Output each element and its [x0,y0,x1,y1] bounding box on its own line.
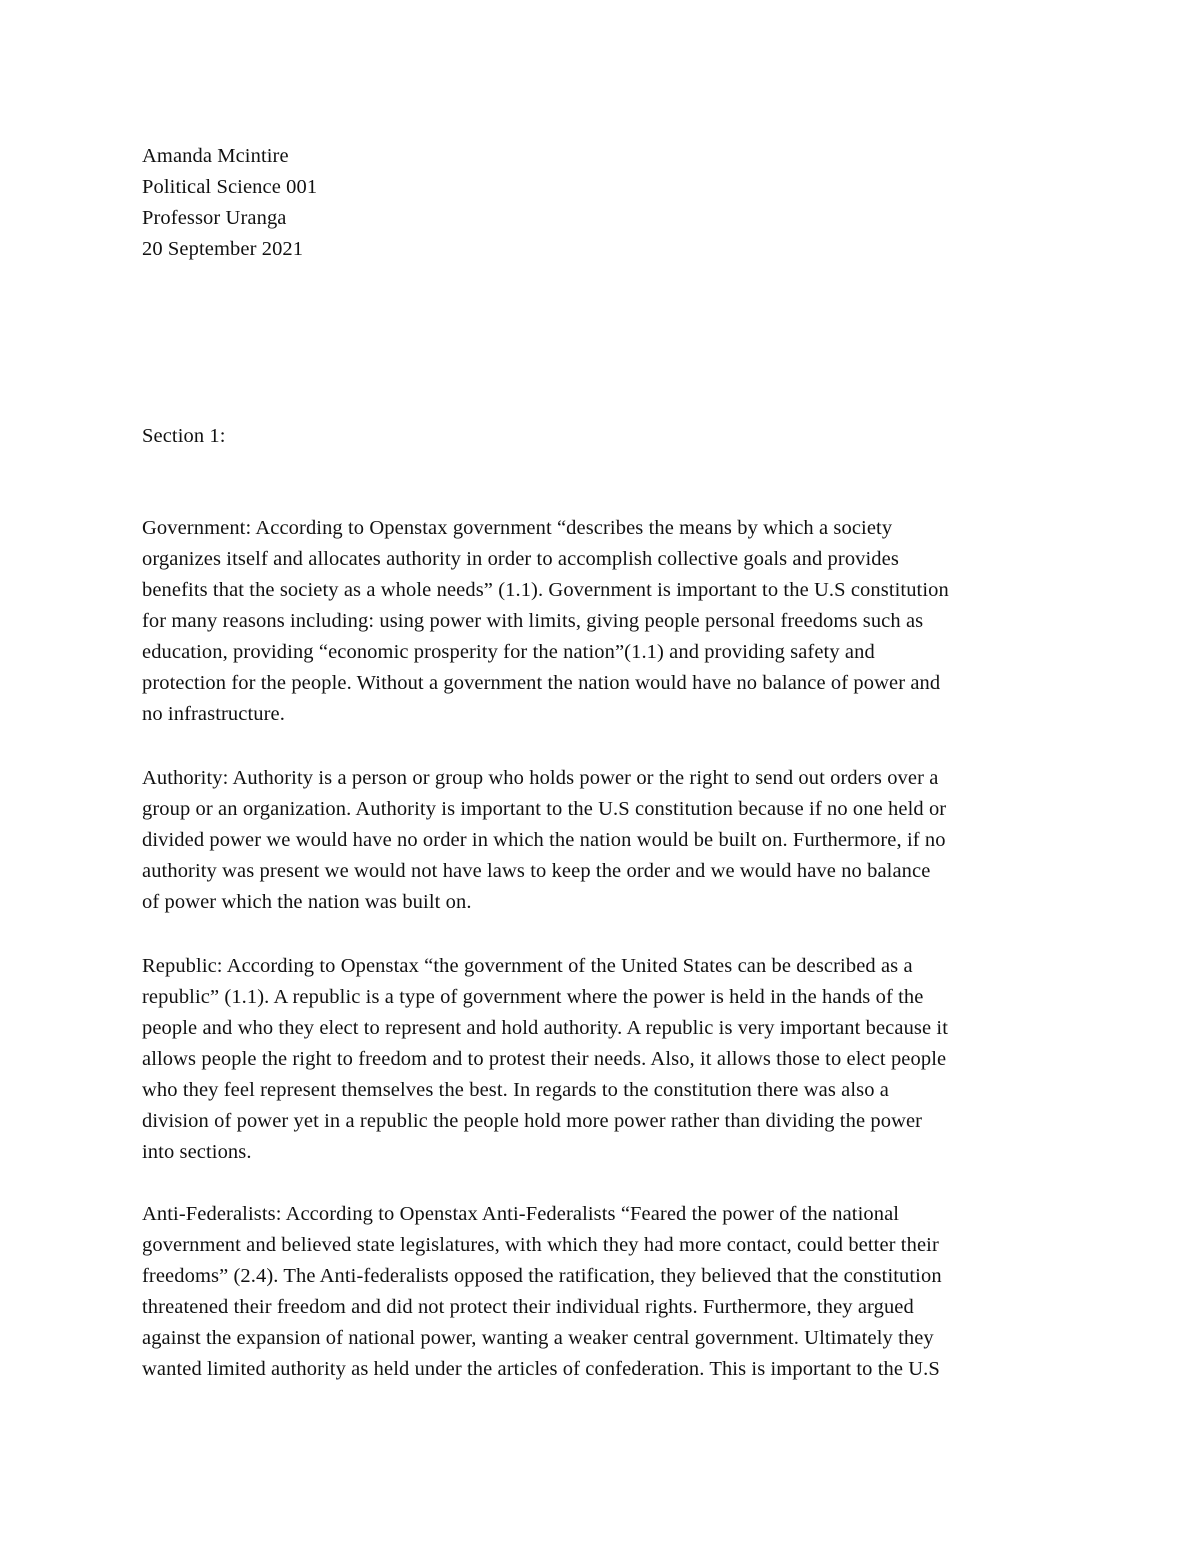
paragraph-line: government and believed state legislatures, with which they had more contact, could better their [142,1234,939,1256]
paragraph-line: Republic: According to Openstax “the government of the United States can be described as a [142,955,913,977]
section-title: Section 1: [142,425,226,447]
professor-name: Professor Uranga [142,207,287,229]
paragraph-anti-federalists [142,1199,1072,1385]
section-heading [142,421,1072,452]
paragraph-line: for many reasons including: using power with limits, giving people personal freedoms such as [142,610,924,632]
document-date: 20 September 2021 [142,238,304,260]
paragraph-republic [142,951,1072,1168]
paragraph-line: freedoms” (2.4). The Anti-federalists opposed the ratification, they believed that the constitution [142,1265,942,1287]
paragraph-line: republic” (1.1). A republic is a type of government where the power is held in the hands of the [142,986,924,1008]
paragraph-line: against the expansion of national power, wanting a weaker central government. Ultimately they [142,1327,934,1349]
paragraph-line: who they feel represent themselves the best. In regards to the constitution there was also a [142,1079,889,1101]
document-header [142,141,1072,265]
paragraph-authority [142,763,1072,918]
author-name: Amanda Mcintire [142,145,289,167]
paragraph-line: education, providing “economic prosperity for the nation”(1.1) and providing safety and [142,641,875,663]
paragraph-government [142,513,1072,730]
paragraph-line: authority was present we would not have laws to keep the order and we would have no balance [142,860,931,882]
paragraph-line: protection for the people. Without a government the nation would have no balance of power and [142,672,941,694]
paragraph-line: benefits that the society as a whole needs” (1.1). Government is important to the U.S constitution [142,579,949,601]
paragraph-line: threatened their freedom and did not protect their individual rights. Furthermore, they argued [142,1296,914,1318]
paragraph-line: into sections. [142,1141,252,1163]
paragraph-line: of power which the nation was built on. [142,891,472,913]
paragraph-line: no infrastructure. [142,703,285,725]
paragraph-line: divided power we would have no order in which the nation would be built on. Furthermore, if no [142,829,946,851]
paragraph-line: wanted limited authority as held under the articles of confederation. This is important to the U.S [142,1358,940,1380]
paragraph-line: organizes itself and allocates authority in order to accomplish collective goals and provides [142,548,899,570]
paragraph-line: people and who they elect to represent and hold authority. A republic is very important because it [142,1017,949,1039]
paragraph-line: Government: According to Openstax government “describes the means by which a society [142,517,893,539]
paragraph-line: group or an organization. Authority is important to the U.S constitution because if no one held or [142,798,947,820]
course-name: Political Science 001 [142,176,318,198]
paragraph-line: Anti-Federalists: According to Openstax Anti-Federalists “Feared the power of the national [142,1203,900,1225]
paragraph-line: allows people the right to freedom and to protest their needs. Also, it allows those to elect people [142,1048,947,1070]
paragraph-line: Authority: Authority is a person or group who holds power or the right to send out orders over a [142,767,939,789]
paragraph-line: division of power yet in a republic the people hold more power rather than dividing the power [142,1110,923,1132]
